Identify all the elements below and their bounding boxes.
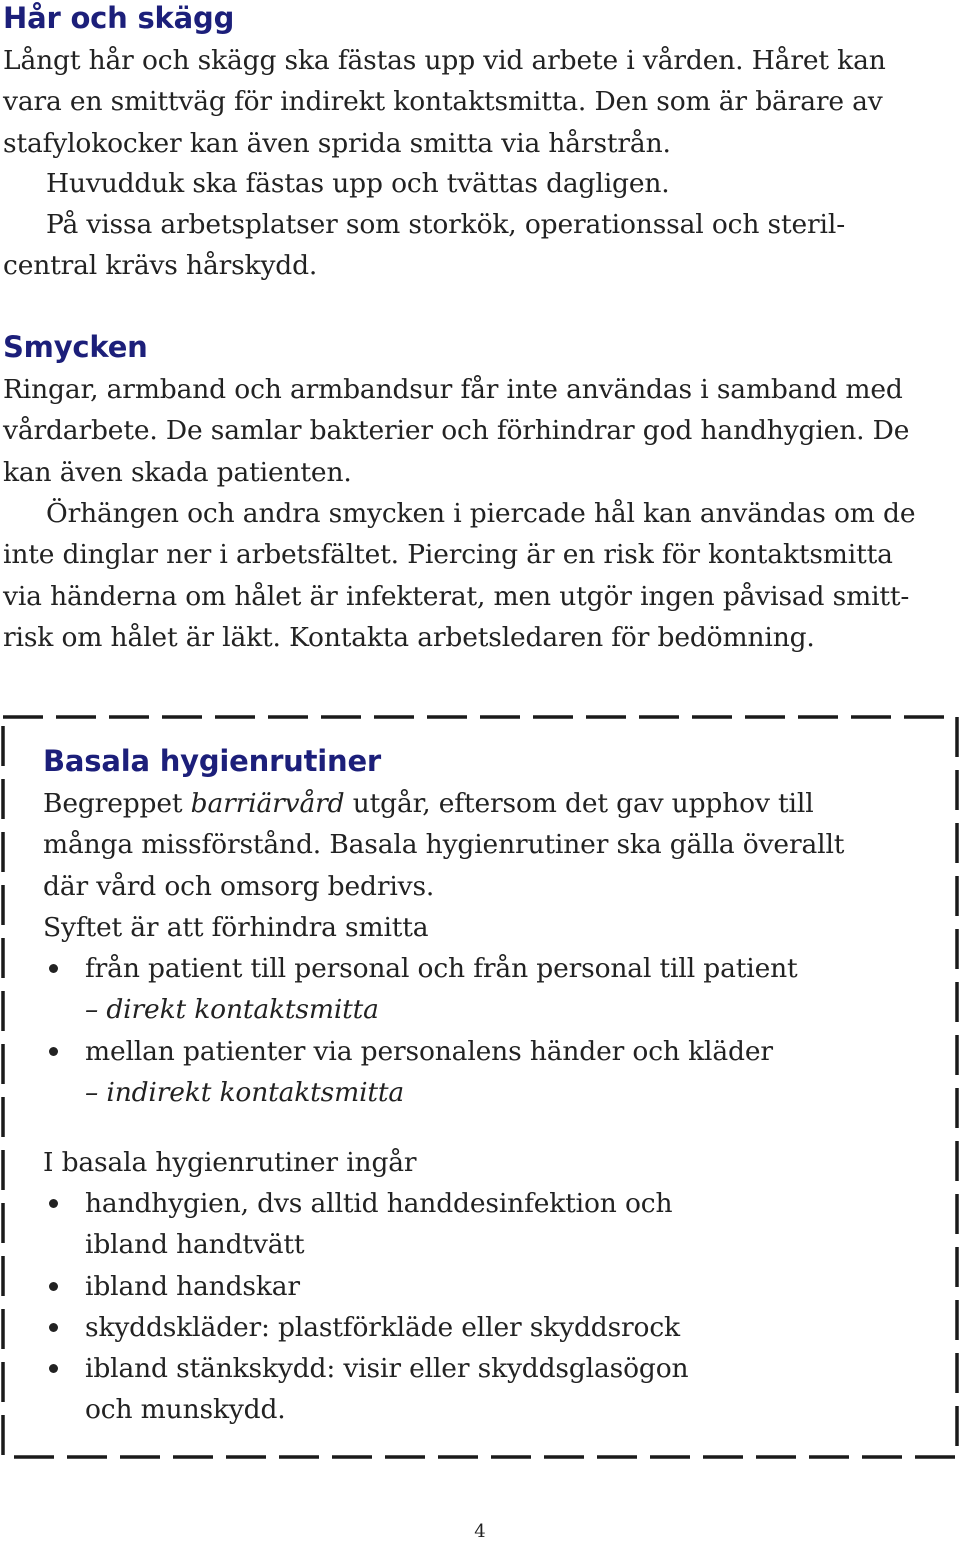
info-box-basala-hygienrutiner (1, 715, 959, 1459)
text-line: där vård och omsorg bedrivs. (43, 870, 435, 902)
text-line: risk om hålet är läkt. Kontakta arbetsledaren för bedömning. (3, 621, 815, 653)
bullet-icon (49, 1199, 58, 1208)
text-line: vårdarbete. De samlar bakterier och förhindrar god handhygien. De (3, 415, 910, 447)
text-line: från patient till personal och från personal till patient (85, 953, 798, 984)
italic-term: barriärvård (190, 788, 345, 819)
text-line (43, 783, 844, 824)
text-line: central krävs hårskydd. (3, 250, 318, 282)
text-line: ibland handtvätt (85, 1229, 305, 1261)
bullet-icon (49, 1047, 58, 1056)
text-line: I basala hygienrutiner ingår (43, 1147, 417, 1178)
page-number: 4 (474, 1521, 486, 1542)
list-item (43, 948, 798, 1031)
bullet-icon (49, 1323, 58, 1332)
text-line: Ringar, armband och armbandsur får inte användas i samband med (3, 374, 903, 405)
text-line: ibland stänkskydd: visir eller skyddsglasögon (85, 1353, 689, 1385)
list-item (43, 1348, 688, 1431)
text-line: mellan patienter via personalens händer och kläder (85, 1035, 773, 1067)
text-line: – direkt kontaktsmitta (85, 994, 379, 1026)
paragraph-smycken-2 (3, 493, 915, 658)
paragraph-har-1 (3, 40, 886, 164)
text-fragment: utgår, eftersom det gav upphov till (344, 788, 814, 819)
bullet-icon (49, 1364, 58, 1373)
heading-smycken: Smycken (3, 330, 148, 364)
paragraph-har-2 (3, 163, 670, 204)
text-line: På vissa arbetsplatser som storkök, operationssal och steril- (46, 209, 845, 240)
text-line: Örhängen och andra smycken i piercade hål kan användas om de (46, 498, 916, 529)
list-item (43, 1266, 688, 1307)
text-line: vara en smittväg för indirekt kontaktsmitta. Den som är bärare av (3, 86, 883, 118)
paragraph-har-3 (3, 204, 845, 287)
paragraph-smycken-1 (3, 369, 909, 493)
text-line: Huvudduk ska fästas upp och tvättas dagligen. (46, 168, 670, 199)
text-line: Långt hår och skägg ska fästas upp vid arbete i vården. Håret kan (3, 45, 886, 76)
text-line: stafylokocker kan även sprida smitta via hårstrån. (3, 127, 671, 159)
list-item (43, 1307, 688, 1348)
purpose-label (43, 907, 428, 948)
purpose-list (43, 948, 798, 1113)
paragraph-intro (43, 783, 844, 907)
text-line: många missförstånd. Basala hygienrutiner ska gälla överallt (43, 829, 845, 861)
text-line: via händerna om hålet är infekterat, men utgör ingen påvisad smitt- (3, 580, 910, 612)
heading-har-och-skagg: Hår och skägg (3, 1, 235, 35)
text-line: – indirekt kontaktsmitta (85, 1076, 405, 1108)
heading-basala-hygienrutiner: Basala hygienrutiner (43, 744, 382, 778)
text-line: Syftet är att förhindra smitta (43, 912, 429, 943)
includes-label (43, 1142, 416, 1183)
text-fragment: Begreppet (43, 788, 191, 819)
text-line: kan även skada patienten. (3, 456, 352, 488)
text-line: handhygien, dvs alltid handdesinfektion och (85, 1188, 673, 1219)
bullet-icon (49, 964, 58, 973)
includes-list (43, 1183, 688, 1431)
text-line: ibland handskar (85, 1270, 300, 1302)
list-item (43, 1031, 798, 1114)
text-line: och munskydd. (85, 1394, 286, 1426)
text-line: skyddskläder: plastförkläde eller skyddsrock (85, 1311, 680, 1343)
bullet-icon (49, 1282, 58, 1291)
text-line: inte dinglar ner i arbetsfältet. Piercing är en risk för kontaktsmitta (3, 539, 893, 571)
list-item (43, 1183, 688, 1266)
